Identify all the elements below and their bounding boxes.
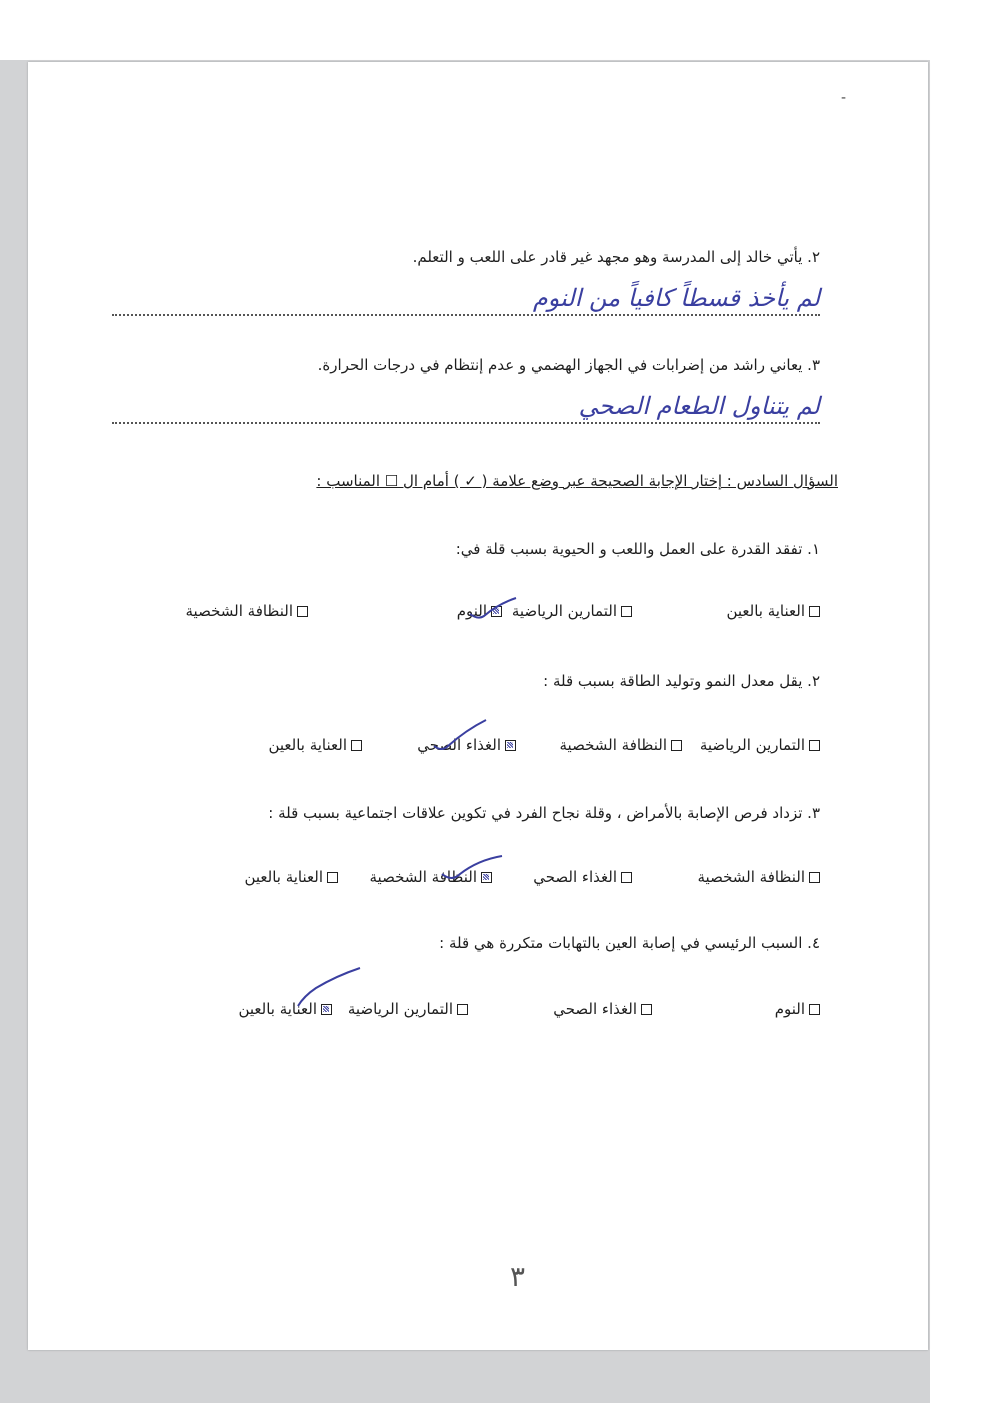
mcq-3-option-3[interactable]: النظافة الشخصية <box>370 868 493 886</box>
mcq-4-option-3[interactable]: التمارين الرياضية <box>348 1000 468 1018</box>
mcq-3-option-1[interactable]: النظافة الشخصية <box>698 868 821 886</box>
checkbox[interactable] <box>327 872 338 883</box>
question-3-answer-line <box>112 392 820 426</box>
checkbox-checked[interactable] <box>481 872 492 883</box>
mcq-3-option-4[interactable]: العناية بالعين <box>244 868 338 886</box>
mcq-1-option-2[interactable]: التمارين الرياضية <box>512 602 632 620</box>
question-2-text: ٢. يأتي خالد إلى المدرسة وهو مجهد غير قادر على اللعب و التعلم. <box>412 248 820 266</box>
checkbox-checked[interactable] <box>491 606 502 617</box>
checkbox[interactable] <box>621 872 632 883</box>
mcq-1-question: ١. تفقد القدرة على العمل واللعب و الحيوية بسبب قلة في: <box>455 540 820 558</box>
section-6-header: السؤال السادس : إختار الإجابة الصحيحة عبر وضع علامة ( ✓ ) أمام ال ☐ المناسب : <box>316 472 838 490</box>
mcq-3-question: ٣. تزداد فرص الإصابة بالأمراض ، وقلة نجاح الفرد في تكوين علاقات اجتماعية بسبب قلة : <box>268 804 820 822</box>
document-page <box>28 62 928 1350</box>
dotted-line <box>112 422 820 424</box>
checkbox[interactable] <box>297 606 308 617</box>
mcq-2-option-1[interactable]: التمارين الرياضية <box>700 736 820 754</box>
checkbox[interactable] <box>809 740 820 751</box>
mcq-4-option-1[interactable]: النوم <box>775 1000 820 1018</box>
checkbox[interactable] <box>621 606 632 617</box>
checkbox[interactable] <box>809 606 820 617</box>
checkbox[interactable] <box>641 1004 652 1015</box>
mcq-2-question: ٢. يقل معدل النمو وتوليد الطاقة بسبب قلة : <box>543 672 820 690</box>
question-3-text: ٣. يعاني راشد من إضرابات في الجهاز الهضمي و عدم إنتظام في درجات الحرارة. <box>317 356 820 374</box>
mcq-2-option-2[interactable]: النظافة الشخصية <box>560 736 683 754</box>
question-3-handwritten-answer: لم يتناول الطعام الصحي <box>578 392 820 420</box>
checkbox[interactable] <box>671 740 682 751</box>
question-2-answer-line <box>112 284 820 318</box>
mcq-2-option-4[interactable]: العناية بالعين <box>268 736 362 754</box>
checkbox[interactable] <box>351 740 362 751</box>
mcq-1-option-3[interactable]: النوم <box>457 602 502 620</box>
checkbox[interactable] <box>809 1004 820 1015</box>
stray-mark: - <box>841 90 847 106</box>
mcq-4-option-2[interactable]: الغذاء الصحي <box>553 1000 652 1018</box>
dotted-line <box>112 314 820 316</box>
mcq-4-option-4[interactable]: العناية بالعين <box>238 1000 332 1018</box>
checkbox-checked[interactable] <box>505 740 516 751</box>
mcq-2-option-3[interactable]: الغذاء الصحي <box>417 736 516 754</box>
checkbox-checked[interactable] <box>321 1004 332 1015</box>
mcq-3-option-2[interactable]: الغذاء الصحي <box>533 868 632 886</box>
mcq-1-option-1[interactable]: العناية بالعين <box>726 602 820 620</box>
page-number: ٣ <box>510 1260 526 1293</box>
checkbox[interactable] <box>457 1004 468 1015</box>
mcq-1-option-4[interactable]: النظافة الشخصية <box>186 602 309 620</box>
mcq-4-question: ٤. السبب الرئيسي في إصابة العين بالتهابات متكررة هي قلة : <box>439 934 820 952</box>
checkbox[interactable] <box>809 872 820 883</box>
question-2-handwritten-answer: لم يأخذ قسطاً كافياً من النوم <box>532 284 820 312</box>
